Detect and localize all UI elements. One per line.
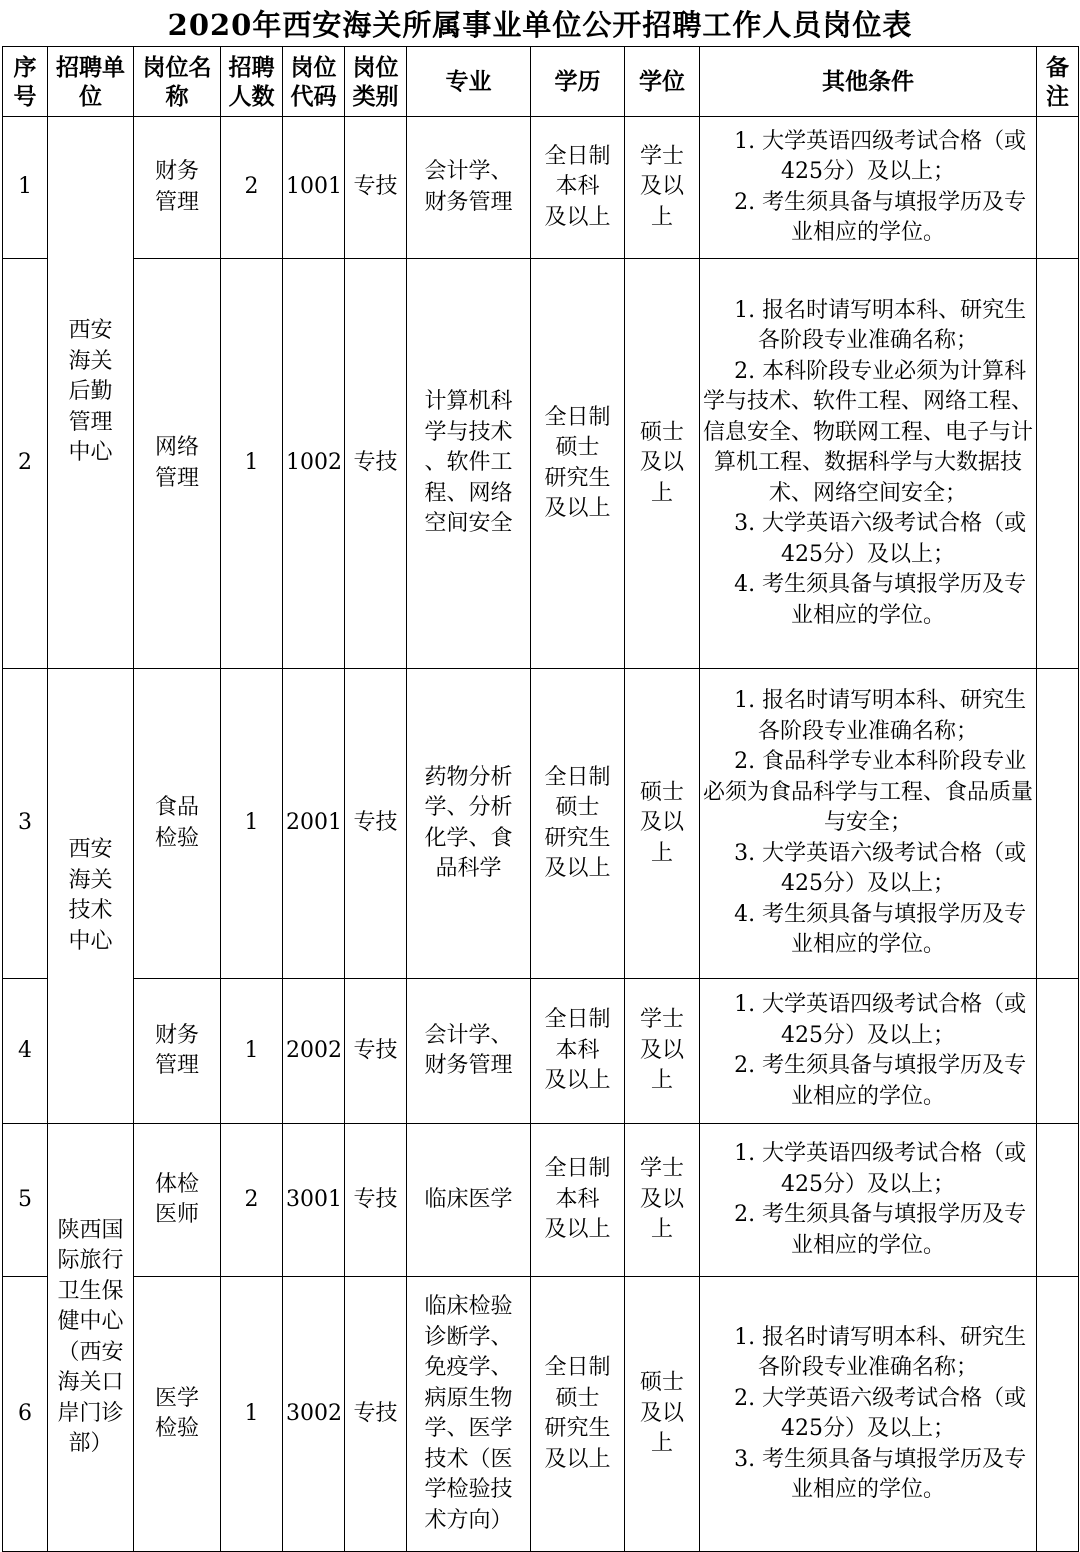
major-cell: 会计学、 财务管理 [407,117,531,259]
seq-cell: 6 [3,1277,48,1552]
table-row [3,1124,1079,1277]
education-cell: 全日制 本科 及以上 [531,117,625,259]
degree-cell: 硕士 及以 上 [625,669,700,979]
education-cell: 全日制 本科 及以上 [531,1124,625,1277]
position-category-cell: 专技 [345,1124,407,1277]
degree-cell: 硕士 及以 上 [625,259,700,669]
condition-item: 1. 大学英语四级考试合格（或425分）及以上； [734,992,1027,1048]
position-category-cell: 专技 [345,979,407,1124]
headcount-cell: 1 [221,1277,283,1552]
headcount-cell: 1 [221,979,283,1124]
education-cell: 全日制 本科 及以上 [531,979,625,1124]
degree-cell: 硕士 及以 上 [625,1277,700,1552]
position-code-cell: 1001 [283,117,345,259]
major-cell: 临床医学 [407,1124,531,1277]
remarks-cell [1037,1277,1079,1552]
degree-cell: 学士 及以 上 [625,117,700,259]
condition-item: 1. 报名时请写明本科、研究生各阶段专业准确名称； [734,688,1027,744]
conditions-cell [700,117,1037,259]
condition-item: 1. 大学英语四级考试合格（或425分）及以上； [734,1141,1027,1197]
conditions-cell [700,1277,1037,1552]
remarks-cell [1037,979,1079,1124]
condition-item: 3. 大学英语六级考试合格（或425分）及以上； [734,511,1027,567]
table-row [3,259,1079,669]
header-count: 招聘 人数 [221,47,283,117]
condition-item: 2. 考生须具备与填报学历及专业相应的学位。 [734,189,1027,245]
header-major: 专业 [407,47,531,117]
position-category-cell: 专技 [345,1277,407,1552]
seq-cell: 5 [3,1124,48,1277]
condition-item: 2. 本科阶段专业必须为计算科学与技术、软件工程、网络工程、信息安全、物联网工程、电子与计算机工程、数据科学与大数据技术、网络空间安全； [703,358,1034,506]
position-name-cell: 网络 管理 [134,259,221,669]
header-remarks: 备 注 [1037,47,1079,117]
conditions-cell [700,669,1037,979]
major-cell: 会计学、 财务管理 [407,979,531,1124]
education-cell: 全日制 硕士 研究生 及以上 [531,1277,625,1552]
table-row [3,1277,1079,1552]
conditions-cell [700,979,1037,1124]
header-category: 岗位 类别 [345,47,407,117]
position-code-cell: 1002 [283,259,345,669]
seq-cell: 2 [3,259,48,669]
position-code-cell: 2002 [283,979,345,1124]
position-name-cell: 财务 管理 [134,979,221,1124]
table-row [3,669,1079,979]
remarks-cell [1037,1124,1079,1277]
header-unit: 招聘单 位 [48,47,134,117]
position-name-cell: 体检 医师 [134,1124,221,1277]
position-category-cell: 专技 [345,259,407,669]
condition-item: 1. 报名时请写明本科、研究生各阶段专业准确名称； [734,297,1027,354]
headcount-cell: 1 [221,669,283,979]
major-cell: 临床检验 诊断学、 免疫学、 病原生物 学、医学 技术（医 学检验技 术方向） [407,1277,531,1552]
major-cell: 计算机科 学与技术 、软件工 程、网络 空间安全 [407,259,531,669]
condition-item: 1. 报名时请写明本科、研究生各阶段专业准确名称； [734,1324,1027,1380]
headcount-cell: 2 [221,117,283,259]
conditions-cell [700,259,1037,669]
condition-item: 4. 考生须具备与填报学历及专业相应的学位。 [734,572,1027,628]
position-category-cell: 专技 [345,669,407,979]
position-name-cell: 医学 检验 [134,1277,221,1552]
conditions-cell [700,1124,1037,1277]
condition-item: 2. 考生须具备与填报学历及专业相应的学位。 [734,1202,1027,1258]
condition-item: 3. 考生须具备与填报学历及专业相应的学位。 [734,1446,1027,1502]
condition-item: 2. 考生须具备与填报学历及专业相应的学位。 [734,1053,1027,1109]
condition-item: 1. 大学英语四级考试合格（或425分）及以上； [734,128,1027,184]
positions-table [2,46,1079,1552]
header-code: 岗位 代码 [283,47,345,117]
unit-cell: 陕西国 际旅行 卫生保 健中心 （西安 海关口 岸门诊 部） [48,1124,134,1552]
header-seq: 序 号 [3,47,48,117]
remarks-cell [1037,669,1079,979]
seq-cell: 3 [3,669,48,979]
remarks-cell [1037,117,1079,259]
remarks-cell [1037,259,1079,669]
condition-item: 3. 大学英语六级考试合格（或425分）及以上； [734,840,1027,897]
unit-cell: 西安 海关 技术 中心 [48,669,134,1124]
degree-cell: 学士 及以 上 [625,979,700,1124]
position-name-cell: 食品 检验 [134,669,221,979]
major-cell: 药物分析 学、分析 化学、食 品科学 [407,669,531,979]
headcount-cell: 2 [221,1124,283,1277]
position-code-cell: 3001 [283,1124,345,1277]
education-cell: 全日制 硕士 研究生 及以上 [531,669,625,979]
seq-cell: 4 [3,979,48,1124]
condition-item: 4. 考生须具备与填报学历及专业相应的学位。 [734,901,1027,958]
header-degree: 学位 [625,47,700,117]
seq-cell: 1 [3,117,48,259]
position-name-cell: 财务 管理 [134,117,221,259]
degree-cell: 学士 及以 上 [625,1124,700,1277]
header-conditions: 其他条件 [700,47,1037,117]
condition-item: 2. 大学英语六级考试合格（或425分）及以上； [734,1385,1027,1441]
table-header-row [3,47,1079,117]
position-category-cell: 专技 [345,117,407,259]
education-cell: 全日制 硕士 研究生 及以上 [531,259,625,669]
header-education: 学历 [531,47,625,117]
header-position: 岗位名 称 [134,47,221,117]
table-row [3,117,1079,259]
headcount-cell: 1 [221,259,283,669]
position-code-cell: 2001 [283,669,345,979]
position-code-cell: 3002 [283,1277,345,1552]
page-title: 2020年西安海关所属事业单位公开招聘工作人员岗位表 [167,7,913,42]
condition-item: 2. 食品科学专业本科阶段专业必须为食品科学与工程、食品质量与安全； [703,749,1034,836]
table-row [3,979,1079,1124]
unit-cell: 西安 海关 后勤 管理 中心 [48,117,134,669]
